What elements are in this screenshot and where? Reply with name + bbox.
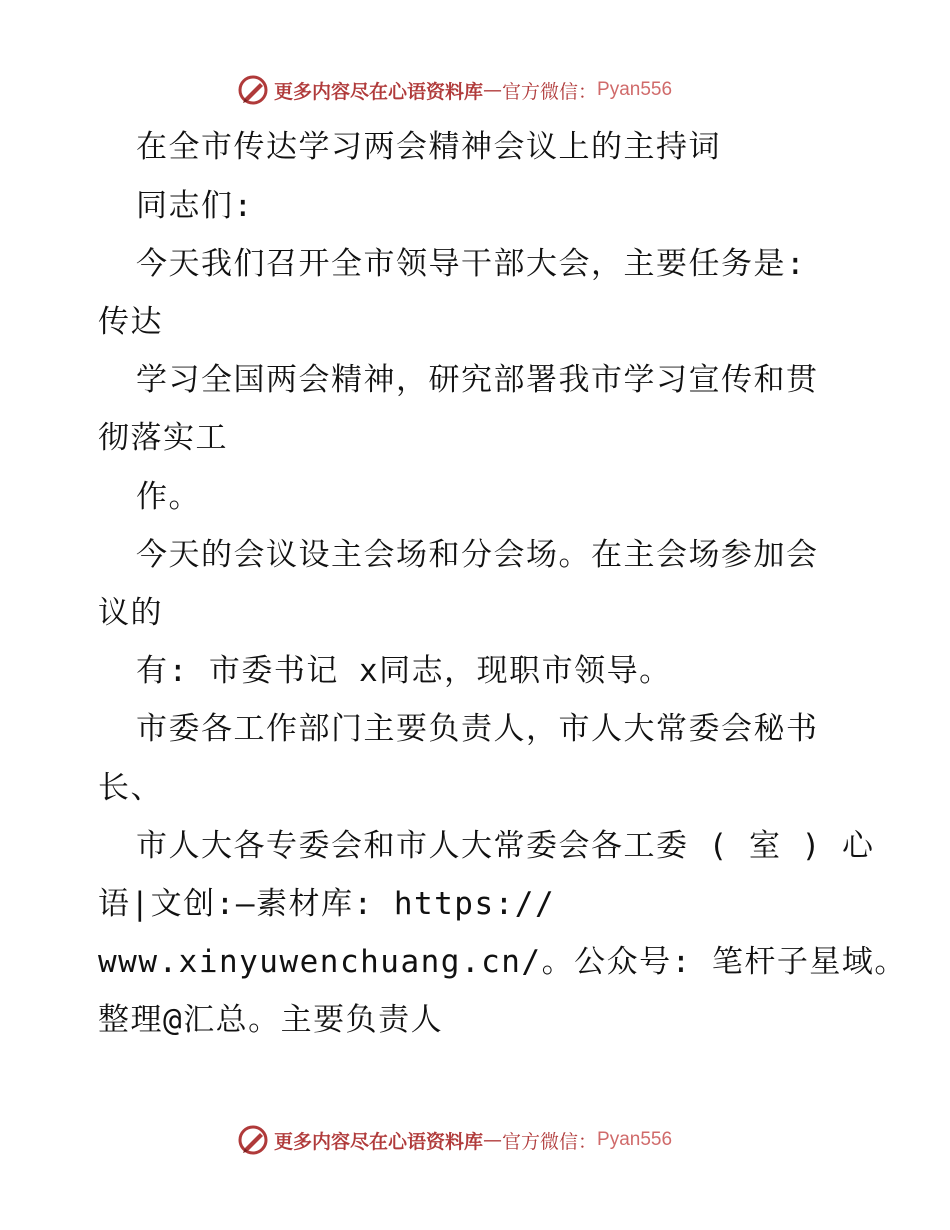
footer-banner: [236, 1122, 672, 1158]
paragraph-line: 议的: [98, 595, 163, 631]
paragraph-line: 传达: [98, 304, 163, 340]
paragraph-line: 长、: [98, 770, 163, 806]
pen-logo-icon: [236, 1123, 270, 1157]
banner-wechat-id: Pyan556: [597, 1129, 673, 1150]
paragraph-line: 学习全国两会精神，研究部署我市学习宣传和贯: [136, 362, 819, 398]
paragraph-line: 同志们:: [136, 188, 254, 224]
paragraph-line: 有: 市委书记 x同志，现职市领导。: [136, 653, 672, 689]
paragraph-line: 整理@汇总。主要负责人: [98, 1002, 444, 1038]
paragraph-line: 作。: [136, 479, 201, 515]
banner-separator: —: [483, 1129, 503, 1151]
banner-brand: 更多内容尽在心语资料库: [274, 80, 484, 103]
paragraph-line: www.xinyuwenchuang.cn/。公众号: 笔杆子星域。: [98, 944, 907, 980]
banner-label: 官方微信：: [502, 80, 598, 103]
paragraph-line: 今天的会议设主会场和分会场。在主会场参加会: [136, 537, 819, 573]
banner-brand: 更多内容尽在心语资料库: [274, 1130, 484, 1153]
paragraph-line: 市委各工作部门主要负责人，市人大常委会秘书: [136, 711, 819, 747]
paragraph-line: 语|文创:—素材库: https://: [98, 886, 556, 922]
header-banner: [236, 72, 672, 108]
banner-label: 官方微信：: [502, 1130, 598, 1153]
paragraph-line: 今天我们召开全市领导干部大会，主要任务是:: [136, 246, 807, 282]
pen-logo-icon: [236, 73, 270, 107]
paragraph-line: 彻落实工: [98, 420, 228, 456]
paragraph-line: 市人大各专委会和市人大常委会各工委 ( 室 ) 心: [136, 828, 875, 864]
banner-separator: —: [483, 79, 503, 101]
banner-wechat-id: Pyan556: [597, 79, 673, 100]
document-title: 在全市传达学习两会精神会议上的主持词: [136, 129, 721, 165]
